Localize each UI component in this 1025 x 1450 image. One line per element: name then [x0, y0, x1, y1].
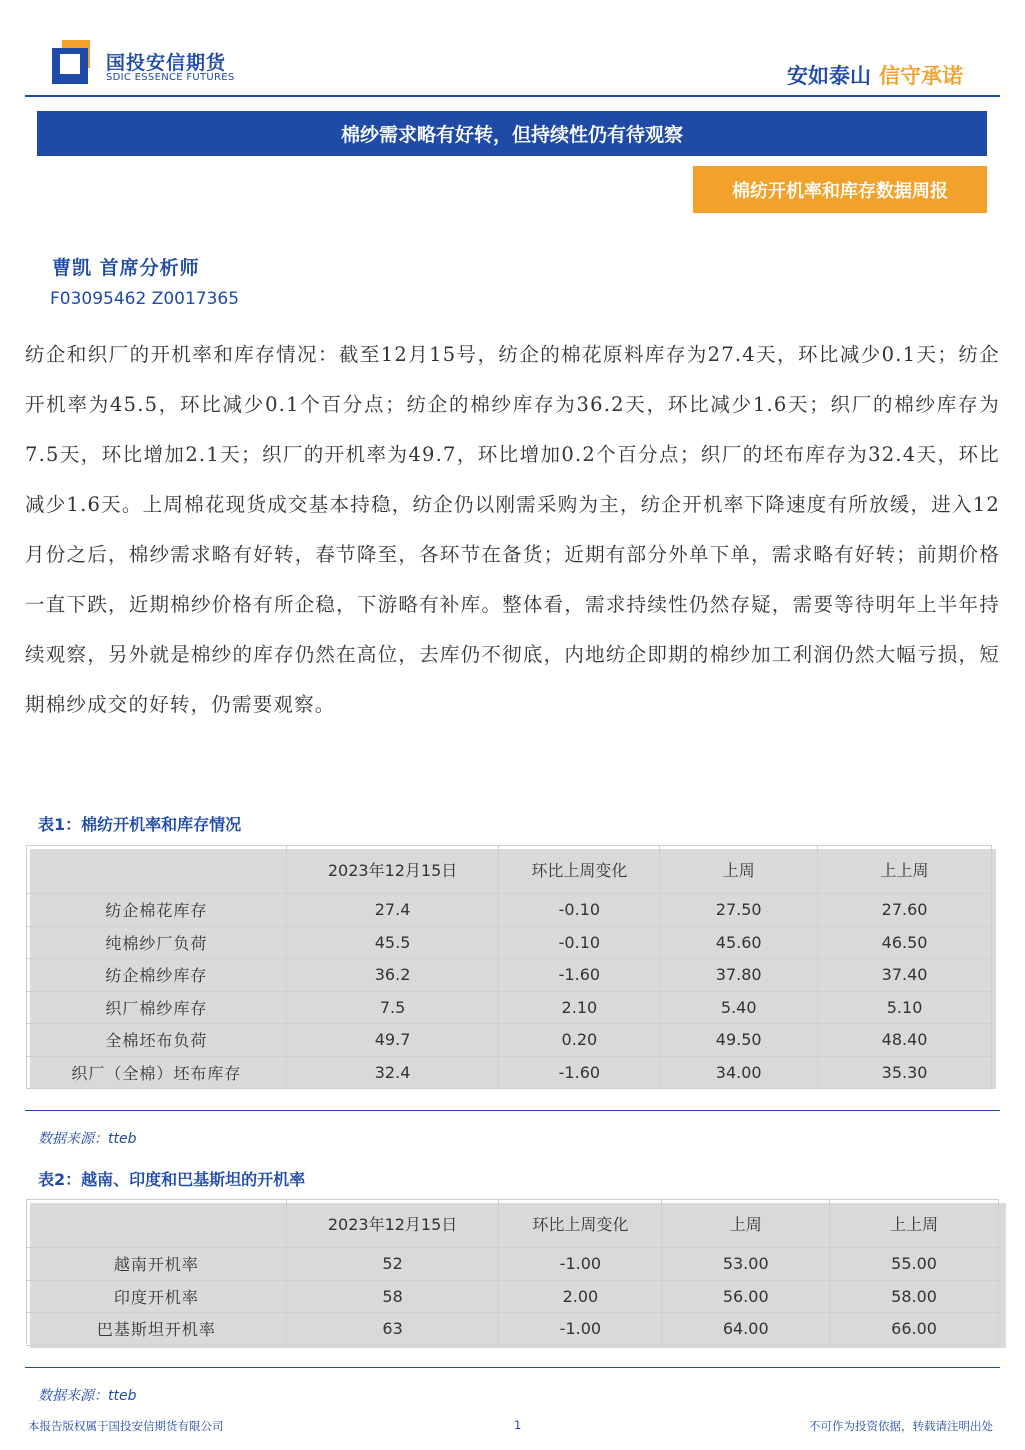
- column-header: 2023年12月15日: [286, 846, 499, 894]
- value-cell: 64.00: [662, 1313, 830, 1346]
- value-cell: -0.10: [499, 894, 660, 927]
- value-cell: 36.2: [286, 959, 499, 992]
- row-label-cell: 越南开机率: [27, 1248, 287, 1281]
- value-cell: 37.40: [818, 959, 992, 992]
- value-cell: 45.5: [286, 926, 499, 959]
- author-certificates: F03095462 Z0017365: [50, 289, 240, 309]
- brand-name-en: SDIC ESSENCE FUTURES: [106, 72, 235, 83]
- value-cell: 66.00: [830, 1313, 999, 1346]
- row-label-cell: 全棉坯布负荷: [27, 1024, 287, 1057]
- value-cell: 5.40: [660, 991, 818, 1024]
- value-cell: -1.60: [499, 1056, 660, 1089]
- value-cell: 5.10: [818, 991, 992, 1024]
- value-cell: 45.60: [660, 926, 818, 959]
- brand-name-cn: 国投安信期货: [106, 52, 227, 74]
- table1-bottom-rule: [25, 1110, 1000, 1111]
- value-cell: 49.7: [286, 1024, 499, 1057]
- table-row: [27, 1024, 992, 1057]
- report-body-paragraph: 纺企和织厂的开机率和库存情况：截至12月15号，纺企的棉花原料库存为27.4天，环比减少0.1天；纺企开机率为45.5，环比减少0.1个百分点；纺企的棉纱库存为36.2天，环比减少1.6天；织厂的棉纱库存为7.5天，环比增加2.1天；织厂的开机率为49.7，环比增加0.2个百分点；织厂的坯布库存为32.4天，环比减少1.6天。上周棉花现货成交基本持稳，纺企仍以刚需采购为主，纺企开机率下降速度有所放缓，进入12月份之后，棉纱需求略有好转，春节降至，各环节在备货；近期有部分外单下单，需求略有好转；前期价格一直下跌，近期棉纱价格有所企稳，下游略有补库。整体看，需求持续性仍然存疑，需要等待明年上半年持续观察，另外就是棉纱的库存仍然在高位，去库仍不彻底，内地纺企即期的棉纱加工利润仍然大幅亏损，短期棉纱成交的好转，仍需要观察。: [25, 343, 1000, 716]
- value-cell: 32.4: [286, 1056, 499, 1089]
- row-label-cell: 织厂（全棉）坯布库存: [27, 1056, 287, 1089]
- value-cell: -1.60: [499, 959, 660, 992]
- value-cell: 48.40: [818, 1024, 992, 1057]
- row-label-cell: 印度开机率: [27, 1280, 287, 1313]
- value-cell: 7.5: [286, 991, 499, 1024]
- table1-source: 数据来源：tteb: [38, 1131, 137, 1147]
- value-cell: 27.60: [818, 894, 992, 927]
- table-row: [27, 959, 992, 992]
- table-row: [27, 1248, 999, 1281]
- overseas-capacity-table: [26, 1199, 999, 1346]
- table-row: [27, 926, 992, 959]
- table-header-row: [27, 1200, 999, 1248]
- capacity-inventory-table: [26, 845, 992, 1089]
- row-label-cell: 巴基斯坦开机率: [27, 1313, 287, 1346]
- value-cell: 58.00: [830, 1280, 999, 1313]
- row-label-cell: 纯棉纱厂负荷: [27, 926, 287, 959]
- value-cell: 34.00: [660, 1056, 818, 1089]
- value-cell: 56.00: [662, 1280, 830, 1313]
- value-cell: -0.10: [499, 926, 660, 959]
- value-cell: 27.50: [660, 894, 818, 927]
- value-cell: 49.50: [660, 1024, 818, 1057]
- column-header: 上周: [662, 1200, 830, 1248]
- footer-disclaimer: 不可作为投资依据，转载请注明出处: [809, 1419, 993, 1433]
- author-name: 曹凯 首席分析师: [52, 257, 200, 279]
- table-row: [27, 991, 992, 1024]
- table2-bottom-rule: [25, 1367, 1000, 1368]
- value-cell: 55.00: [830, 1248, 999, 1281]
- value-cell: -1.00: [499, 1313, 662, 1346]
- value-cell: 63: [286, 1313, 499, 1346]
- company-logo: [52, 40, 98, 84]
- row-label-cell: 织厂棉纱库存: [27, 991, 287, 1024]
- footer-copyright: 本报告版权属于国投安信期货有限公司: [28, 1419, 224, 1433]
- value-cell: 46.50: [818, 926, 992, 959]
- slogan: [787, 60, 963, 90]
- table-row: [27, 1313, 999, 1346]
- column-header: [27, 846, 287, 894]
- value-cell: 2.00: [499, 1280, 662, 1313]
- slogan-part-b: 信守承诺: [879, 64, 963, 88]
- column-header: 上上周: [830, 1200, 999, 1248]
- value-cell: 27.4: [286, 894, 499, 927]
- value-cell: 37.80: [660, 959, 818, 992]
- row-label-cell: 纺企棉花库存: [27, 894, 287, 927]
- table-row: [27, 894, 992, 927]
- column-header: 上周: [660, 846, 818, 894]
- column-header: 2023年12月15日: [286, 1200, 499, 1248]
- table2-title: 表2：越南、印度和巴基斯坦的开机率: [38, 1170, 306, 1189]
- page-number: 1: [514, 1418, 522, 1432]
- report-title-banner: 棉纱需求略有好转，但持续性仍有待观察: [37, 111, 987, 156]
- table1-title: 表1：棉纺开机率和库存情况: [38, 815, 242, 834]
- value-cell: 35.30: [818, 1056, 992, 1089]
- table-row: [27, 1280, 999, 1313]
- column-header: [27, 1200, 287, 1248]
- value-cell: 53.00: [662, 1248, 830, 1281]
- table-row: [27, 1056, 992, 1089]
- report-type-tag: 棉纺开机率和库存数据周报: [693, 166, 987, 213]
- value-cell: 0.20: [499, 1024, 660, 1057]
- column-header: 上上周: [818, 846, 992, 894]
- value-cell: 58: [286, 1280, 499, 1313]
- value-cell: 52: [286, 1248, 499, 1281]
- row-label-cell: 纺企棉纱库存: [27, 959, 287, 992]
- value-cell: 2.10: [499, 991, 660, 1024]
- column-header: 环比上周变化: [499, 846, 660, 894]
- table2-source: 数据来源：tteb: [38, 1388, 137, 1404]
- table-header-row: [27, 846, 992, 894]
- column-header: 环比上周变化: [499, 1200, 662, 1248]
- header-divider: [25, 95, 1000, 97]
- slogan-part-a: 安如泰山: [787, 64, 871, 88]
- value-cell: -1.00: [499, 1248, 662, 1281]
